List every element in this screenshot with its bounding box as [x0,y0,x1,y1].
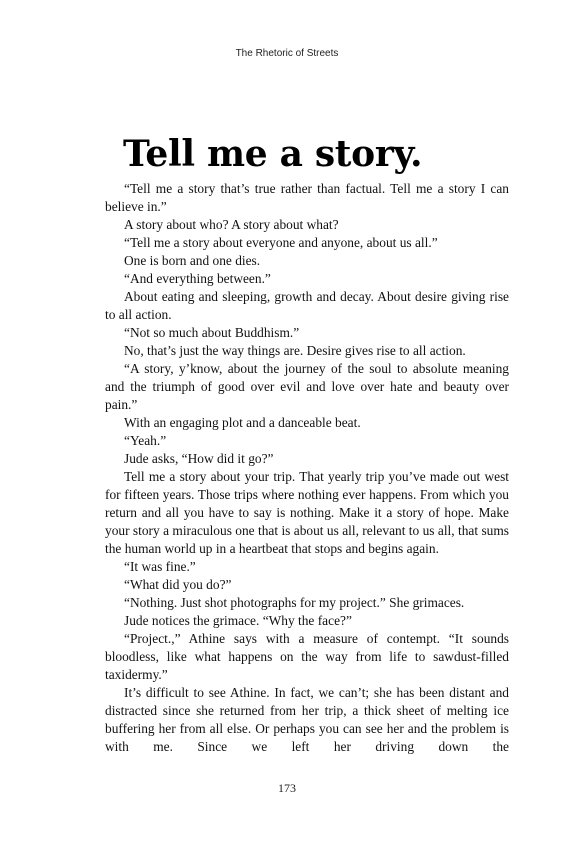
paragraph: “Nothing. Just shot photographs for my project.” She grimaces. [124,595,465,610]
body-text [105,180,509,756]
paragraph: “Project.,” Athine says with a measure of contempt. “It sounds bloodless, like what happens on the way from life to sawdust-filled taxidermy.” [105,631,509,682]
paragraph: “Tell me a story that’s true rather than factual. Tell me a story I can believe in.” [105,181,509,214]
paragraph: With an engaging plot and a danceable beat. [124,415,361,430]
paragraph: “Yeah.” [124,433,167,448]
page-number: 173 [278,781,296,795]
paragraph: Tell me a story about your trip. That yearly trip you’ve made out west for fifteen years. Those trips where nothing ever happens. From which you return and all you have to say is nothing. Make it a story of hope. Make your story a miraculous one that is about us all, relevant to us all, that sums the human world up in a heartbeat that stops and begins again. [105,469,509,556]
paragraph: One is born and one dies. [124,253,261,268]
paragraph: “A story, y’know, about the journey of the soul to absolute meaning and the triumph of good over evil and love over hate and beauty over pain.” [105,361,509,412]
running-head: The Rhetoric of Streets [235,48,339,59]
paragraph: A story about who? A story about what? [124,217,339,232]
paragraph: About eating and sleeping, growth and decay. About desire giving rise to all action. [105,289,509,322]
paragraph: “And everything between.” [124,271,271,286]
paragraph: No, that’s just the way things are. Desire gives rise to all action. [124,343,466,358]
paragraph: “Not so much about Buddhism.” [124,325,300,340]
paragraph: It’s difficult to see Athine. In fact, we can’t; she has been distant and distracted since she returned from her trip, a thick sheet of melting ice buffering her from all else. Or perhaps you can see her and the problem is with me. Since we left her driving down the [105,685,509,754]
paragraph: “It was fine.” [124,559,196,574]
paragraph: “Tell me a story about everyone and anyone, about us all.” [124,235,438,250]
paragraph: Jude notices the grimace. “Why the face?” [124,613,352,628]
chapter-title: Tell me a story. [123,133,423,175]
paragraph: “What did you do?” [124,577,232,592]
paragraph: Jude asks, “How did it go?” [124,451,274,466]
